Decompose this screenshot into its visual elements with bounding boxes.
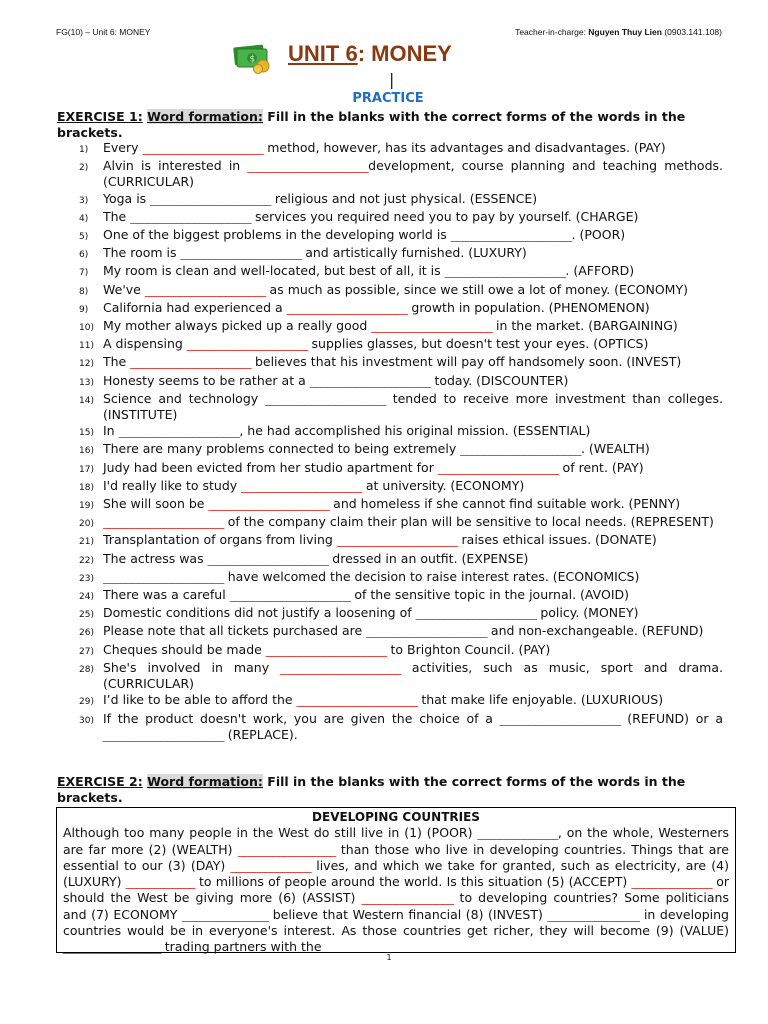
item-text-segment: services you required need you to pay by yourself. (CHARGE) [250, 208, 639, 224]
answer-blank[interactable]: _____________________ [296, 692, 418, 708]
item-text-segment: have welcomed the decision to raise interest rates. (ECONOMICS) [223, 568, 640, 584]
answer-blank[interactable]: _____________________ [336, 532, 458, 548]
answer-blank[interactable]: _____________________ [415, 605, 537, 621]
item-number: 28) [79, 664, 94, 675]
item-text-segment: One of the biggest problems in the developing world is [103, 227, 451, 243]
item-text-segment: The room is [103, 245, 181, 261]
item-text-segment: in the market. (BARGAINING) [492, 318, 678, 334]
item-text [103, 711, 723, 743]
item-text-segment: My room is clean and well-located, but best of all, it is [103, 263, 445, 279]
answer-blank[interactable]: _____________________ [366, 623, 487, 639]
item-text-segment: activities, such as music, sport and drama. (CURRICULAR) [103, 659, 723, 692]
passage-title: DEVELOPING COUNTRIES [312, 810, 480, 824]
answer-blank[interactable]: _____________________ [103, 726, 224, 742]
answer-blank[interactable]: _____________________ [144, 281, 266, 297]
header-right [515, 27, 722, 37]
item-text [103, 140, 723, 158]
item-text-segment: today. (DISCOUNTER) [430, 372, 569, 388]
item-text-segment: In [103, 423, 119, 439]
exercise-item [57, 623, 723, 641]
item-number: 26) [79, 628, 94, 639]
item-text-segment: A dispensing [103, 336, 187, 352]
exercise-item [57, 711, 723, 743]
answer-blank[interactable]: _____________________ [371, 318, 493, 334]
exercise-item [57, 551, 723, 569]
answer-blank[interactable]: ______________ [631, 874, 712, 890]
exercise-item [57, 318, 723, 336]
exercise-item [57, 441, 723, 459]
answer-blank[interactable]: _______________ [181, 906, 269, 922]
passage-segment: trading partners with the [160, 939, 322, 955]
item-text-segment: Alvin is interested in [103, 158, 248, 174]
answer-blank[interactable]: ____________ [125, 874, 195, 890]
item-number: 2) [79, 163, 89, 174]
item-text-segment: to Brighton Council. (PAY) [386, 641, 551, 657]
item-number: 11) [79, 341, 94, 352]
passage-segment: lives, and which we take for granted, such as electricity, are (4) (LUXURY) [63, 857, 729, 890]
item-text-segment: of rent. (PAY) [558, 459, 644, 475]
item-number: 30) [79, 715, 94, 726]
item-text-segment: raises ethical issues. (DONATE) [457, 532, 657, 548]
exercise2-label: EXERCISE 2: [57, 774, 143, 789]
answer-blank[interactable]: ________________ [361, 890, 454, 906]
passage-body [63, 825, 729, 955]
item-number: 24) [79, 592, 94, 603]
item-number: 4) [79, 213, 89, 224]
title-row [0, 40, 768, 80]
item-text-segment: (REFUND) or a [620, 710, 723, 726]
exercise-item [57, 423, 723, 441]
item-text-segment: of the company claim their plan will be sensitive to local needs. (REPRESENT) [223, 514, 714, 530]
passage-segment: or should the West be giving more (6) (ASSIST) [63, 874, 730, 906]
exercise-item [57, 140, 723, 158]
passage-segment: Although too many people in the West do still live in (1) (POOR) [63, 825, 478, 841]
item-number: 3) [79, 195, 89, 206]
item-text [103, 263, 723, 281]
exercise-item [57, 336, 723, 354]
exercise-item [57, 496, 723, 514]
item-text-segment: There are many problems connected to being extremely [103, 441, 461, 457]
item-number: 18) [79, 482, 94, 493]
item-number: 10) [79, 323, 94, 334]
answer-blank[interactable]: _____________________ [130, 208, 251, 224]
exercise1-heading [57, 109, 723, 141]
item-text [103, 245, 723, 263]
page-header [56, 27, 722, 37]
answer-blank[interactable]: _____________________ [186, 336, 308, 352]
answer-blank[interactable]: _____________________ [444, 263, 566, 279]
item-text-segment: Yoga is [103, 190, 151, 206]
answer-blank[interactable]: ______________ [230, 857, 311, 873]
item-number: 9) [79, 304, 89, 315]
answer-blank[interactable]: ______________ [477, 825, 558, 841]
item-number: 16) [79, 446, 94, 457]
item-number: 7) [79, 268, 89, 279]
item-text [103, 282, 723, 300]
item-number: 23) [79, 573, 94, 584]
item-text [103, 191, 723, 209]
item-text-segment: Every [103, 140, 143, 155]
exercise2-type: Word formation: [147, 774, 263, 789]
item-text-segment: development, course planning and teaching methods. (CURRICULAR) [103, 158, 724, 190]
item-number: 21) [79, 537, 94, 548]
item-text-segment: religious and not just physical. (ESSENCE) [270, 190, 538, 206]
item-text [103, 373, 723, 391]
item-text-segment: Transplantation of organs from living [103, 532, 337, 548]
item-text [103, 478, 723, 496]
exercise-item [57, 478, 723, 496]
item-text [103, 660, 723, 692]
exercise-item [57, 300, 723, 318]
teacher-label: Teacher-in-charge: [515, 27, 589, 37]
answer-blank[interactable]: _____________________ [265, 641, 387, 657]
item-text-segment: and non-exchangeable. (REFUND) [486, 623, 704, 639]
item-text-segment: Science and technology [103, 390, 266, 406]
item-text-segment: Judy had been evicted from her studio apartment for [103, 459, 438, 475]
exercise-item [57, 191, 723, 209]
exercise-item [57, 692, 723, 710]
answer-blank[interactable]: _____________________ [309, 372, 431, 388]
item-text [103, 551, 723, 569]
item-text [103, 692, 723, 710]
answer-blank[interactable]: _____________________ [460, 441, 581, 457]
exercise-item [57, 354, 723, 372]
answer-blank[interactable]: _____________________ [247, 158, 369, 174]
item-text [103, 642, 723, 660]
item-text [103, 514, 723, 532]
answer-blank[interactable]: _____________________ [207, 550, 329, 566]
item-text-segment: Honesty seems to be rather at a [103, 372, 310, 388]
exercise1-list [57, 140, 723, 743]
answer-blank[interactable]: _____________________ [103, 514, 224, 530]
item-text-segment: The [103, 354, 131, 370]
item-text-segment: I'd really like to study [103, 477, 242, 493]
practice-heading: PRACTICE [352, 91, 424, 106]
header-left: FG(10) – Unit 6: MONEY [56, 27, 151, 37]
answer-blank[interactable]: _____________________ [130, 354, 251, 370]
answer-blank[interactable]: _____________________ [241, 477, 362, 493]
answer-blank[interactable]: _____________________ [150, 190, 271, 206]
unit-number: UNIT 6 [288, 41, 358, 66]
exercise-item [57, 245, 723, 263]
item-text [103, 300, 723, 318]
passage-segment: to developing countries? Some politicians and (7) ECONOMY [63, 890, 729, 922]
money-bills-coins-icon [232, 42, 272, 74]
item-number: 17) [79, 464, 94, 475]
item-text [103, 227, 723, 245]
item-text-segment: I’d like to be able to afford the [103, 692, 297, 708]
answer-blank[interactable]: _____________________ [437, 459, 559, 475]
answer-blank[interactable]: _____________________ [142, 140, 264, 155]
item-text-segment: . (WEALTH) [580, 441, 650, 457]
item-text-segment: We've [103, 281, 145, 297]
item-number: 27) [79, 646, 94, 657]
item-text [103, 587, 723, 605]
page-number: 1 [386, 953, 392, 962]
exercise2-instruction: Fill in the blanks with the correct forms of the words in the brackets. [57, 774, 686, 805]
answer-blank[interactable]: _____________________ [450, 227, 572, 243]
exercise-item [57, 660, 723, 692]
item-text-segment: at university. (ECONOMY) [361, 477, 525, 493]
item-number: 8) [79, 286, 89, 297]
exercise1-instruction: Fill in the blanks with the correct forms of the words in the brackets. [57, 109, 686, 140]
item-text-segment: as much as possible, since we still owe a lot of money. (ECONOMY) [265, 281, 688, 297]
item-text-segment: Domestic conditions did not justify a loosening of [103, 605, 416, 621]
item-text-segment: supplies glasses, but doesn't test your eyes. (OPTICS) [307, 336, 649, 352]
item-text-segment: and homeless if she cannot find suitable work. (PENNY) [329, 496, 681, 512]
item-text-segment: California had experienced a [103, 299, 287, 315]
exercise1-label: EXERCISE 1: [57, 109, 143, 124]
teacher-name: Nguyen Thuy Lien [588, 27, 662, 37]
answer-blank[interactable]: _____________________ [180, 245, 302, 261]
answer-blank[interactable]: _____________________ [499, 710, 621, 726]
item-text-segment: If the product doesn't work, you are given the choice of a [103, 710, 500, 726]
exercise-item [57, 569, 723, 587]
passage-segment: than those who live in developing countries. Things that are essential to our (3) (DAY) [63, 841, 729, 873]
item-number: 25) [79, 610, 94, 621]
exercise-item [57, 373, 723, 391]
exercise-item [57, 587, 723, 605]
item-text-segment: , he had accomplished his original mission. (ESSENTIAL) [239, 423, 591, 439]
answer-blank[interactable]: _____________________ [280, 659, 401, 675]
item-number: 13) [79, 377, 94, 388]
item-text-segment: growth in population. (PHENOMENON) [407, 299, 650, 315]
exercise-item [57, 391, 723, 423]
answer-blank[interactable]: _____________________ [229, 587, 351, 603]
item-text [103, 532, 723, 550]
item-number: 15) [79, 428, 94, 439]
passage-segment: in developing countries would be in everyone's interest. As those countries get richer, they will become (9) (VALUE) [63, 906, 729, 939]
item-text [103, 336, 723, 354]
svg-text:$: $ [249, 54, 256, 65]
item-text [103, 158, 723, 190]
exercise-item [57, 227, 723, 245]
exercise2-passage-box [56, 807, 736, 953]
item-text [103, 441, 723, 459]
answer-blank[interactable]: ________________ [547, 906, 640, 922]
item-text-segment: (REPLACE). [223, 726, 298, 742]
item-number: 14) [79, 395, 94, 406]
item-number: 29) [79, 697, 94, 708]
exercise-item [57, 158, 723, 190]
item-text [103, 423, 723, 441]
answer-blank[interactable]: _____________________ [208, 496, 330, 512]
item-text [103, 569, 723, 587]
item-text-segment: My mother always picked up a really good [103, 318, 372, 334]
exercise-item [57, 460, 723, 478]
item-text-segment: dressed in an outfit. (EXPENSE) [328, 550, 529, 566]
text-cursor: | [389, 70, 395, 89]
item-number: 19) [79, 501, 94, 512]
exercise-item [57, 532, 723, 550]
item-number: 22) [79, 555, 94, 566]
item-number: 6) [79, 250, 89, 261]
exercise-item [57, 514, 723, 532]
item-number: 20) [79, 519, 94, 530]
exercise-item [57, 282, 723, 300]
passage-segment: , on the whole, Westerners are far more (2) (WEALTH) [63, 825, 729, 857]
item-number: 12) [79, 359, 94, 370]
answer-blank[interactable]: _____________________ [265, 390, 386, 406]
answer-blank[interactable]: _________________ [63, 939, 161, 955]
exercise2-heading [57, 774, 723, 806]
unit-title [288, 41, 452, 67]
item-text-segment: . (POOR) [571, 227, 626, 243]
item-text [103, 623, 723, 641]
item-text-segment: policy. (MONEY) [536, 605, 639, 621]
item-text [103, 354, 723, 372]
item-text-segment: believes that his investment will pay off handsomely soon. (INVEST) [250, 354, 682, 370]
item-text-segment: method, however, has its advantages and disadvantages. (PAY) [263, 140, 666, 155]
item-text [103, 318, 723, 336]
answer-blank[interactable]: _____________________ [103, 568, 224, 584]
item-number: 1) [79, 145, 89, 155]
item-text [103, 460, 723, 478]
exercise1-type: Word formation: [147, 109, 263, 124]
item-text-segment: that make life enjoyable. (LUXURIOUS) [417, 692, 664, 708]
item-text [103, 496, 723, 514]
item-text-segment: Please note that all tickets purchased are [103, 623, 367, 639]
item-text [103, 605, 723, 623]
unit-topic: : MONEY [357, 41, 452, 66]
item-text-segment: of the sensitive topic in the journal. (AVOID) [350, 587, 630, 603]
answer-blank[interactable]: _____________________ [118, 423, 240, 439]
item-text-segment: There was a careful [103, 587, 230, 603]
passage-segment: believe that Western financial (8) (INVEST) [268, 906, 548, 922]
exercise-item [57, 642, 723, 660]
exercise-item [57, 209, 723, 227]
item-text-segment: Cheques should be made [103, 641, 266, 657]
answer-blank[interactable]: _________________ [237, 841, 336, 857]
item-text [103, 209, 723, 227]
item-text-segment: She will soon be [103, 496, 209, 512]
passage-segment: to millions of people around the world. Is this situation (5) (ACCEPT) [194, 874, 632, 890]
item-text-segment: and artistically furnished. (LUXURY) [301, 245, 527, 261]
item-number: 5) [79, 232, 89, 243]
exercise-item [57, 263, 723, 281]
teacher-phone: (0903.141.108) [661, 27, 722, 37]
exercise-item [57, 605, 723, 623]
item-text-segment: The actress was [103, 550, 208, 566]
item-text-segment: The [103, 208, 131, 224]
item-text-segment: . (AFFORD) [565, 263, 635, 279]
item-text-segment: She's involved in many [103, 659, 281, 675]
item-text-segment: tended to receive more investment than colleges. (INSTITUTE) [103, 390, 723, 423]
answer-blank[interactable]: _____________________ [286, 299, 408, 315]
item-text [103, 391, 723, 423]
